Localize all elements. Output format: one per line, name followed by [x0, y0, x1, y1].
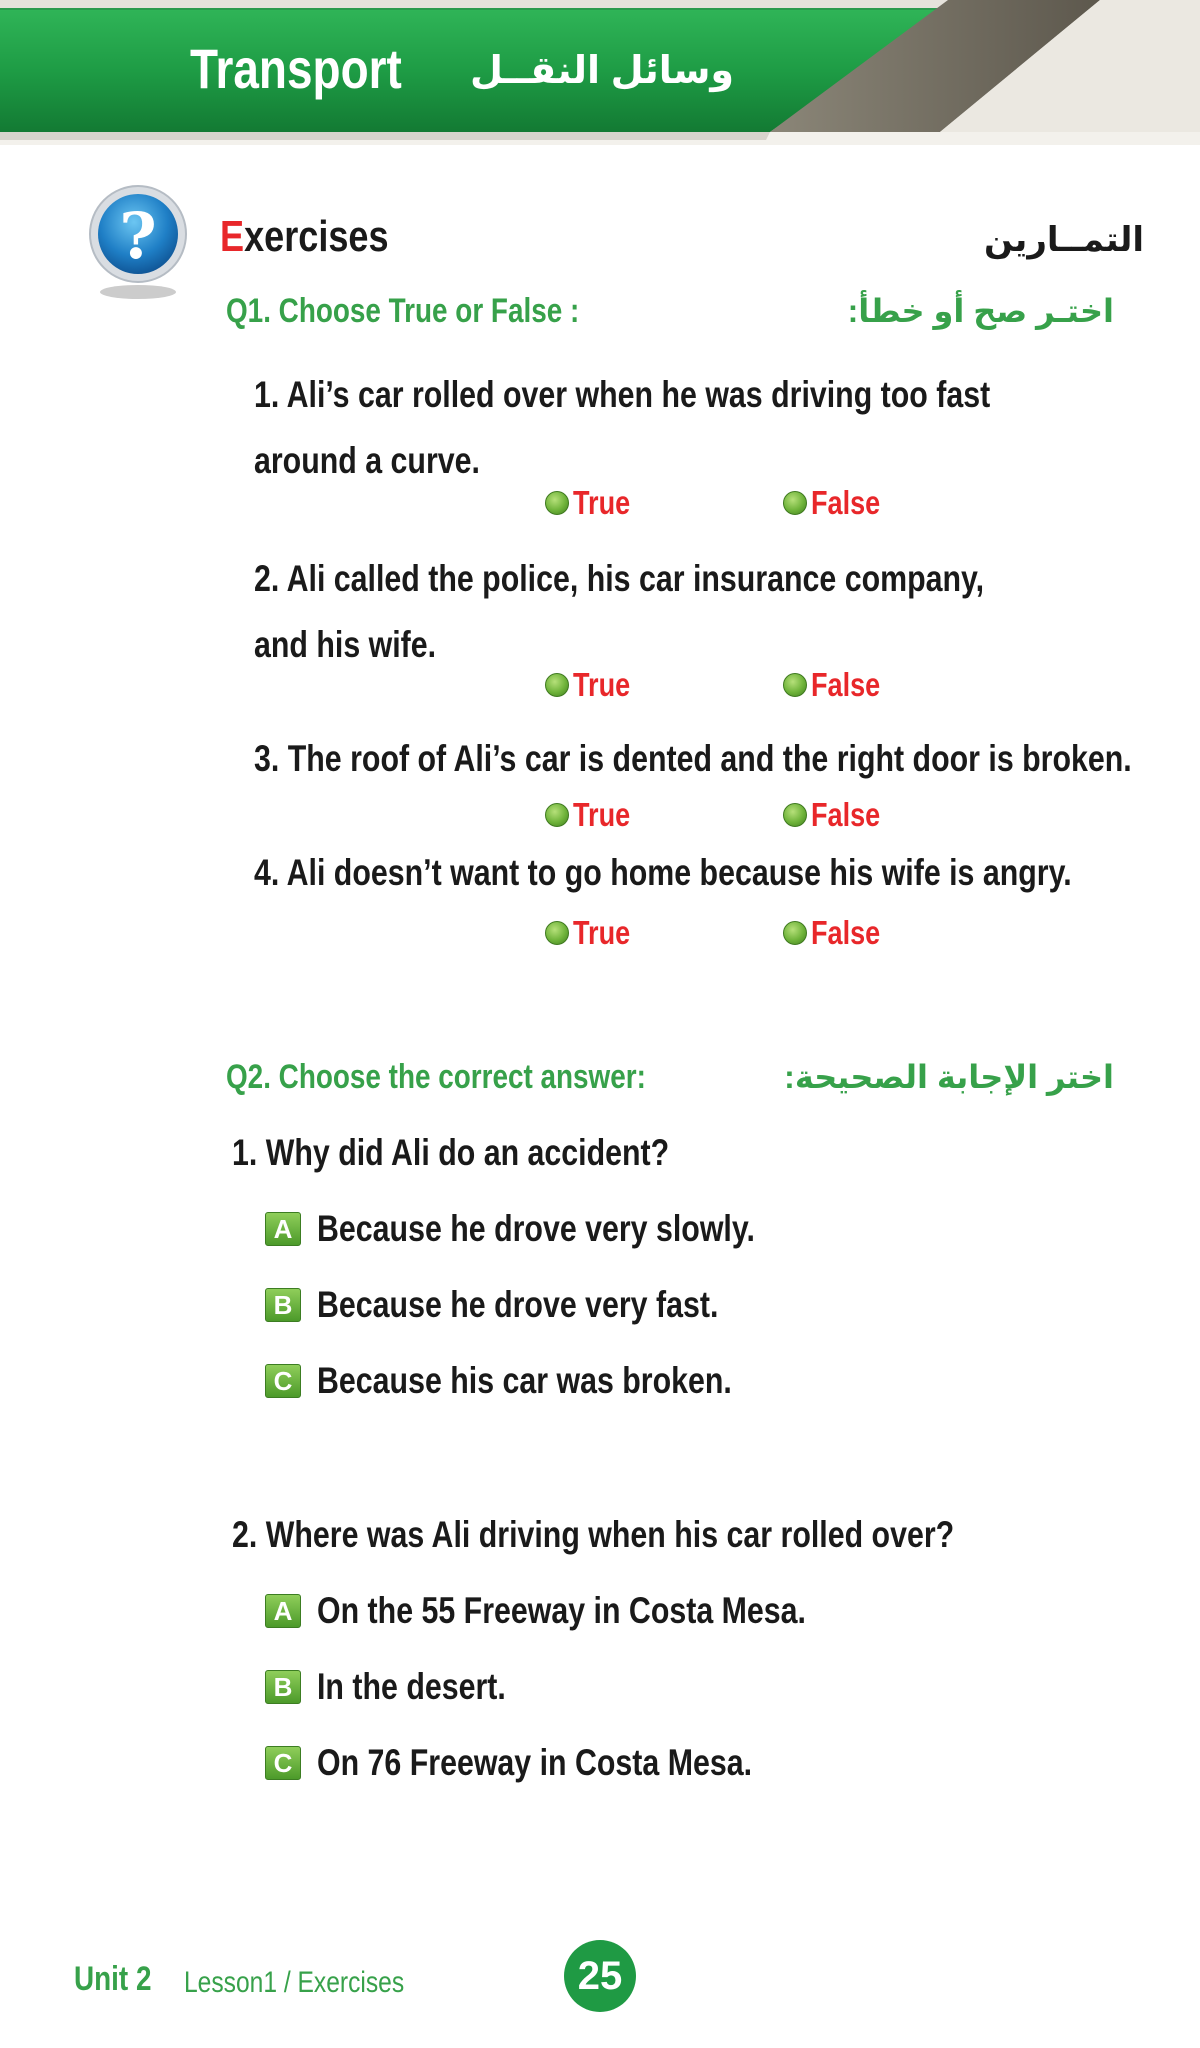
- radio-dot-icon: [545, 673, 569, 697]
- q1-item-4-statement: 4. Ali doesn’t want to go home because his wife is angry.: [254, 852, 1072, 893]
- page-number-badge: 25: [564, 1940, 636, 2012]
- option-letter-badge: C: [265, 1746, 301, 1780]
- radio-dot-icon: [545, 921, 569, 945]
- svg-text:?: ?: [119, 199, 157, 274]
- false-option[interactable]: False: [783, 914, 895, 952]
- option-letter-badge: B: [265, 1288, 301, 1322]
- header-banner: [0, 0, 1200, 145]
- q2-q2-option-b[interactable]: B In the desert.: [265, 1666, 547, 1708]
- radio-dot-icon: [783, 673, 807, 697]
- q2-title-arabic: اختر الإجابة الصحيحة:: [784, 1059, 1114, 1095]
- option-letter-badge: C: [265, 1364, 301, 1398]
- q1-title-arabic: اختـر صح أو خطأ:: [847, 293, 1114, 329]
- true-option[interactable]: True: [545, 796, 643, 834]
- option-letter-badge: B: [265, 1670, 301, 1704]
- q1-item-3-statement: 3. The roof of Ali’s car is dented and the right door is broken.: [254, 738, 1132, 779]
- q2-q2-option-c[interactable]: C On 76 Freeway in Costa Mesa.: [265, 1742, 848, 1784]
- q1-title: Q1. Choose True or False :: [226, 292, 580, 330]
- false-option[interactable]: False: [783, 484, 895, 522]
- q2-q1-option-b[interactable]: B Because he drove very fast.: [265, 1284, 806, 1326]
- radio-dot-icon: [783, 921, 807, 945]
- q2-question-2: 2. Where was Ali driving when his car rolled over?: [232, 1514, 955, 1555]
- option-letter-badge: A: [265, 1212, 301, 1246]
- q2-q2-option-a[interactable]: A On the 55 Freeway in Costa Mesa.: [265, 1590, 913, 1632]
- radio-dot-icon: [783, 491, 807, 515]
- q2-q1-option-c[interactable]: C Because his car was broken.: [265, 1360, 823, 1402]
- radio-dot-icon: [545, 491, 569, 515]
- true-option[interactable]: True: [545, 484, 643, 522]
- q1-item-1-statement: 1. Ali’s car rolled over when he was driving too fast around a curve.: [254, 374, 991, 481]
- false-option[interactable]: False: [783, 666, 895, 704]
- q2-q1-option-a[interactable]: A Because he drove very slowly.: [265, 1208, 851, 1250]
- exercises-heading-arabic: التمــارين: [983, 221, 1144, 259]
- footer-lesson: Lesson1 / Exercises: [184, 1966, 405, 1999]
- question-mark-icon: [88, 178, 188, 302]
- radio-dot-icon: [545, 803, 569, 827]
- true-option[interactable]: True: [545, 666, 643, 704]
- page-title: Transport: [190, 37, 402, 100]
- q1-item-2-statement: 2. Ali called the police, his car insurance company, and his wife.: [254, 558, 985, 665]
- radio-dot-icon: [783, 803, 807, 827]
- true-option[interactable]: True: [545, 914, 643, 952]
- false-option[interactable]: False: [783, 796, 895, 834]
- option-letter-badge: A: [265, 1594, 301, 1628]
- page-title-arabic: وسائل النقــل: [470, 50, 735, 92]
- q2-title: Q2. Choose the correct answer:: [226, 1058, 646, 1096]
- footer-unit: Unit 2: [74, 1960, 152, 1998]
- q2-question-1: 1. Why did Ali do an accident?: [232, 1132, 670, 1173]
- exercises-heading: Exercises: [220, 212, 389, 261]
